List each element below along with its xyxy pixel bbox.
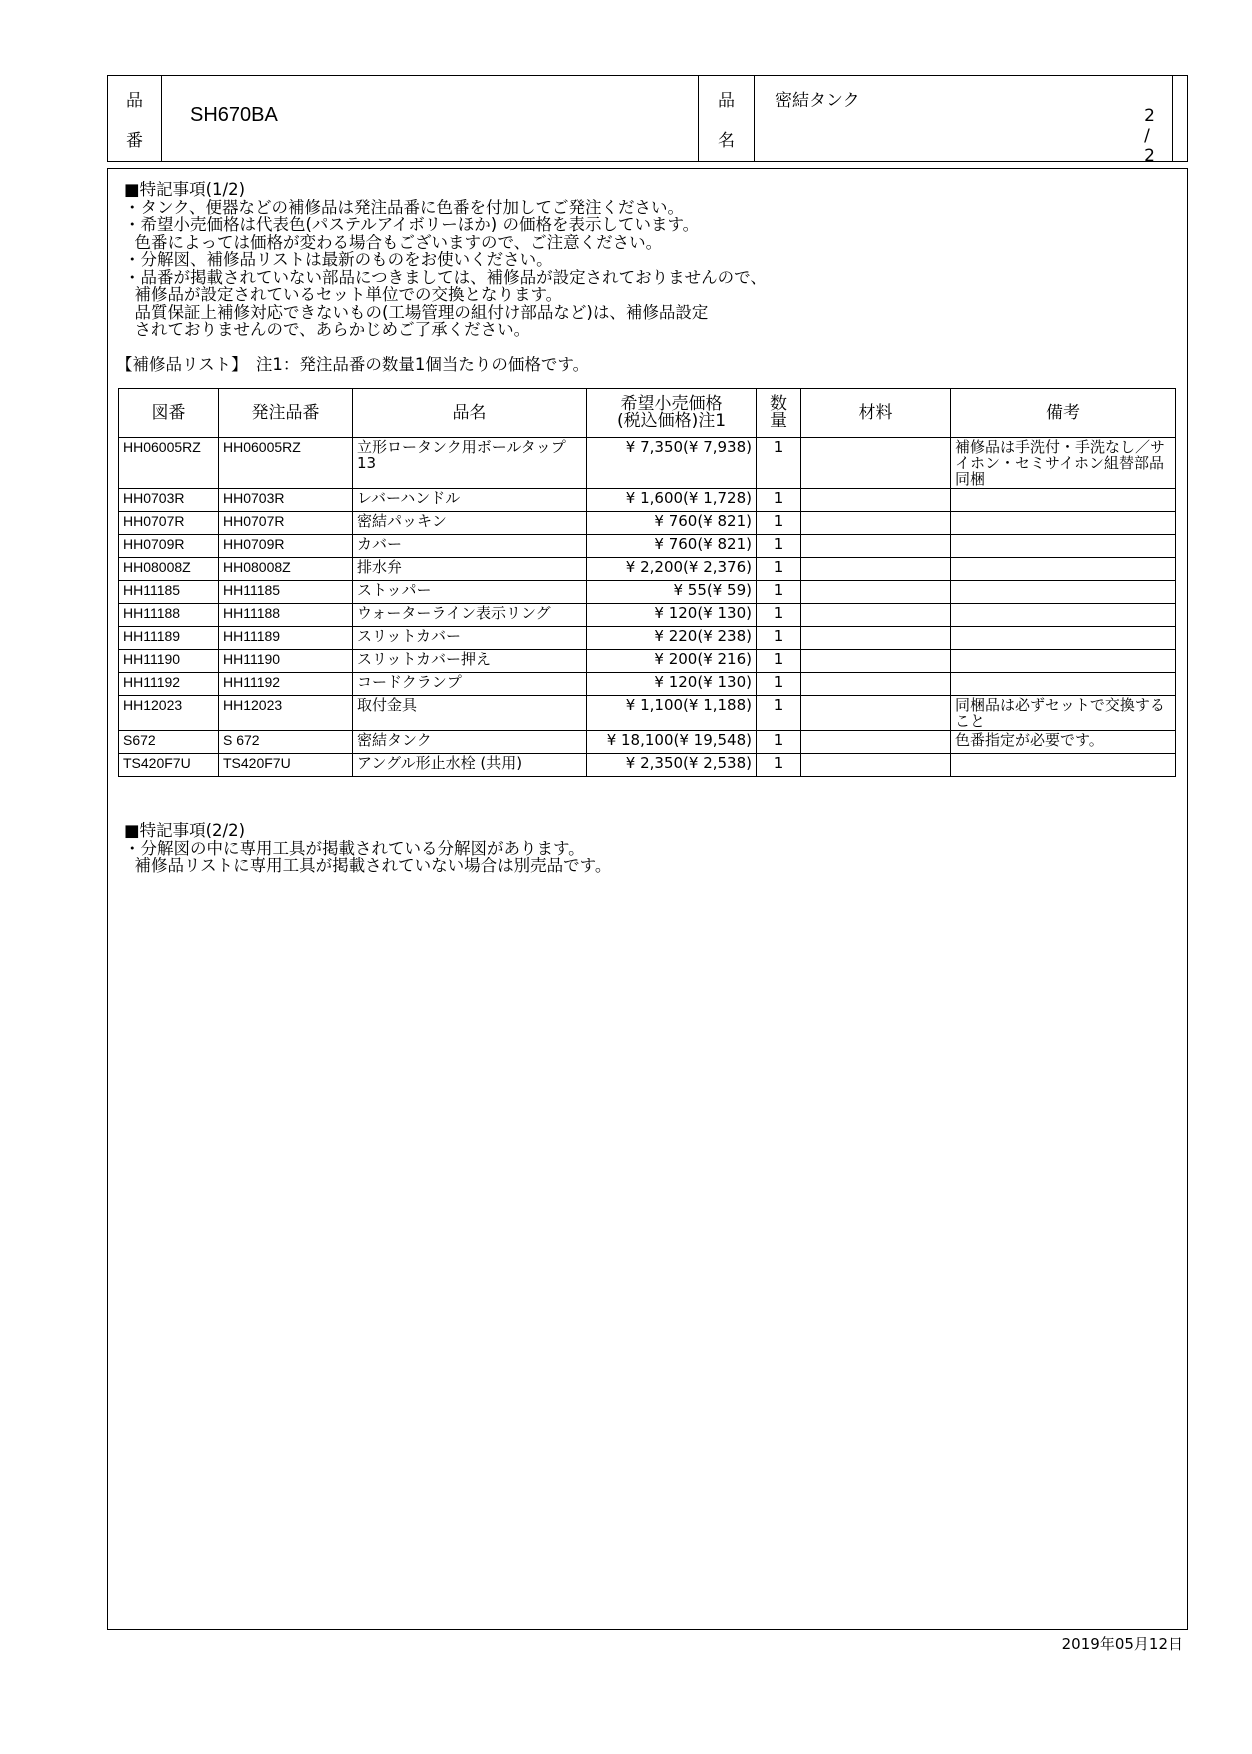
- cell-qty: 1: [757, 673, 801, 696]
- cell-name: カバー: [353, 535, 587, 558]
- notes-section-2: [124, 822, 611, 875]
- model-cell: [162, 76, 699, 161]
- product-name: 密結タンク: [775, 91, 860, 111]
- cell-remarks: [951, 754, 1176, 777]
- note-line: ・分解図、補修品リストは最新のものをお使いください。: [124, 250, 553, 269]
- note-line: 補修品リストに専用工具が掲載されていない場合は別売品です。: [124, 856, 612, 875]
- cell-fig: HH0703R: [119, 489, 219, 512]
- notes-title: ■特記事項(1/2): [124, 180, 246, 199]
- cell-qty: 1: [757, 558, 801, 581]
- note-line: ・分解図の中に専用工具が掲載されている分解図があります。: [124, 838, 585, 858]
- page-cell: [1144, 76, 1187, 166]
- notes-title: ■特記事項(2/2): [124, 821, 246, 840]
- cell-price: ¥ 2,350(¥ 2,538): [587, 754, 757, 777]
- notes-section-1: [124, 181, 767, 339]
- list-heading: 【補修品リスト】 注1：発注品番の数量1個当たりの価格です。: [116, 355, 590, 374]
- table-row: [119, 696, 1176, 731]
- cell-price: ¥ 18,100(¥ 19,548): [587, 731, 757, 754]
- cell-material: [801, 650, 951, 673]
- table-row: [119, 604, 1176, 627]
- cell-fig: HH11192: [119, 673, 219, 696]
- cell-qty: 1: [757, 512, 801, 535]
- cell-name: 立形ロータンク用ボールタップ13: [353, 438, 587, 489]
- col-fig: 図番: [119, 389, 219, 438]
- cell-qty: 1: [757, 650, 801, 673]
- cell-price: ¥ 200(¥ 216): [587, 650, 757, 673]
- cell-remarks: [951, 489, 1176, 512]
- col-material: 材料: [801, 389, 951, 438]
- cell-name: スリットカバー押え: [353, 650, 587, 673]
- cell-name: 密結タンク: [353, 731, 587, 754]
- cell-remarks: 色番指定が必要です。: [951, 731, 1176, 754]
- cell-remarks: [951, 604, 1176, 627]
- col-price-l1: 希望小売価格: [620, 394, 723, 414]
- header-label-cell-1: [108, 76, 162, 161]
- cell-order: HH11185: [219, 581, 353, 604]
- cell-remarks: [951, 627, 1176, 650]
- cell-price: ¥ 2,200(¥ 2,376): [587, 558, 757, 581]
- cell-material: [801, 754, 951, 777]
- page-number: 2 / 2: [1144, 106, 1157, 166]
- cell-remarks: [951, 581, 1176, 604]
- cell-material: [801, 438, 951, 489]
- cell-order: HH08008Z: [219, 558, 353, 581]
- cell-name: ウォーターライン表示リング: [353, 604, 587, 627]
- cell-name: ストッパー: [353, 581, 587, 604]
- table-row: [119, 489, 1176, 512]
- table-row: [119, 438, 1176, 489]
- cell-name: レバーハンドル: [353, 489, 587, 512]
- cell-price: ¥ 7,350(¥ 7,938): [587, 438, 757, 489]
- document-date: 2019年05月12日: [1061, 1635, 1183, 1653]
- cell-name: 取付金具: [353, 696, 587, 731]
- cell-fig: HH0709R: [119, 535, 219, 558]
- col-qty-l2: 量: [770, 411, 787, 431]
- cell-price: ¥ 120(¥ 130): [587, 604, 757, 627]
- cell-fig: HH06005RZ: [119, 438, 219, 489]
- col-price: [587, 389, 757, 438]
- cell-material: [801, 489, 951, 512]
- header-label-cell-2: [699, 76, 755, 161]
- cell-name: 密結パッキン: [353, 512, 587, 535]
- cell-fig: HH08008Z: [119, 558, 219, 581]
- col-remarks: 備考: [951, 389, 1176, 438]
- cell-fig: TS420F7U: [119, 754, 219, 777]
- cell-order: HH11189: [219, 627, 353, 650]
- cell-order: HH11188: [219, 604, 353, 627]
- cell-material: [801, 558, 951, 581]
- cell-price: ¥ 760(¥ 821): [587, 535, 757, 558]
- cell-order: HH06005RZ: [219, 438, 353, 489]
- note-line: 色番によっては価格が変わる場合もございますので、ご注意ください。: [124, 232, 663, 252]
- table-row: [119, 581, 1176, 604]
- label-hin: 品: [126, 91, 143, 111]
- cell-qty: 1: [757, 604, 801, 627]
- table-row: [119, 535, 1176, 558]
- table-row: [119, 673, 1176, 696]
- table-header-row: [119, 389, 1176, 438]
- cell-order: TS420F7U: [219, 754, 353, 777]
- label-mei: 名: [718, 131, 735, 151]
- note-line: ・タンク、便器などの補修品は発注品番に色番を付加してご発注ください。: [124, 197, 685, 217]
- cell-remarks: [951, 512, 1176, 535]
- table-body: [119, 438, 1176, 777]
- cell-qty: 1: [757, 754, 801, 777]
- table-row: [119, 754, 1176, 777]
- label-ban: 番: [126, 131, 143, 151]
- cell-remarks: [951, 673, 1176, 696]
- cell-material: [801, 512, 951, 535]
- note-line: ・希望小売価格は代表色(パステルアイボリーほか) の価格を表示しています。: [124, 215, 700, 234]
- label-hin-2: 品: [718, 91, 735, 111]
- cell-name: スリットカバー: [353, 627, 587, 650]
- table-row: [119, 731, 1176, 754]
- cell-price: ¥ 120(¥ 130): [587, 673, 757, 696]
- cell-order: HH0707R: [219, 512, 353, 535]
- col-order: 発注品番: [219, 389, 353, 438]
- cell-fig: HH11189: [119, 627, 219, 650]
- cell-order: HH11190: [219, 650, 353, 673]
- cell-material: [801, 673, 951, 696]
- cell-name: 排水弁: [353, 558, 587, 581]
- parts-table: [118, 388, 1176, 777]
- cell-price: ¥ 760(¥ 821): [587, 512, 757, 535]
- product-name-cell: [755, 76, 1173, 161]
- cell-order: HH12023: [219, 696, 353, 731]
- cell-order: S 672: [219, 731, 353, 754]
- table-row: [119, 558, 1176, 581]
- col-price-l2: (税込価格)注1: [616, 411, 727, 431]
- table-row: [119, 650, 1176, 673]
- note-line: ・品番が掲載されていない部品につきましては、補修品が設定されておりませんので、: [124, 267, 767, 287]
- cell-order: HH0703R: [219, 489, 353, 512]
- cell-fig: HH11185: [119, 581, 219, 604]
- cell-price: ¥ 1,100(¥ 1,188): [587, 696, 757, 731]
- cell-material: [801, 696, 951, 731]
- cell-qty: 1: [757, 696, 801, 731]
- note-line: 補修品が設定されているセット単位での交換となります。: [124, 285, 563, 304]
- cell-fig: HH11190: [119, 650, 219, 673]
- cell-qty: 1: [757, 489, 801, 512]
- col-qty-l1: 数: [770, 394, 787, 414]
- table-row: [119, 512, 1176, 535]
- cell-order: HH11192: [219, 673, 353, 696]
- note-line: されておりませんので、あらかじめご了承ください。: [124, 320, 531, 339]
- col-qty: [757, 389, 801, 438]
- cell-remarks: [951, 535, 1176, 558]
- cell-material: [801, 535, 951, 558]
- cell-material: [801, 581, 951, 604]
- note-line: 品質保証上補修対応できないもの(工場管理の組付け部品など)は、補修品設定: [124, 302, 709, 322]
- table-row: [119, 627, 1176, 650]
- model-number: SH670BA: [190, 104, 278, 126]
- cell-remarks: [951, 650, 1176, 673]
- cell-fig: HH11188: [119, 604, 219, 627]
- cell-fig: HH12023: [119, 696, 219, 731]
- cell-qty: 1: [757, 731, 801, 754]
- cell-fig: S672: [119, 731, 219, 754]
- cell-price: ¥ 55(¥ 59): [587, 581, 757, 604]
- header-box: [107, 75, 1188, 166]
- cell-remarks: 同梱品は必ずセットで交換すること: [951, 696, 1176, 731]
- cell-qty: 1: [757, 535, 801, 558]
- cell-material: [801, 627, 951, 650]
- cell-order: HH0709R: [219, 535, 353, 558]
- cell-qty: 1: [757, 627, 801, 650]
- cell-qty: 1: [757, 438, 801, 489]
- cell-remarks: [951, 558, 1176, 581]
- cell-qty: 1: [757, 581, 801, 604]
- cell-price: ¥ 1,600(¥ 1,728): [587, 489, 757, 512]
- cell-material: [801, 731, 951, 754]
- cell-name: アングル形止水栓 (共用): [353, 754, 587, 777]
- cell-price: ¥ 220(¥ 238): [587, 627, 757, 650]
- cell-remarks: 補修品は手洗付・手洗なし／サイホン・セミサイホン組替部品同梱: [951, 438, 1176, 489]
- cell-name: コードクランプ: [353, 673, 587, 696]
- col-name: 品名: [353, 389, 587, 438]
- cell-fig: HH0707R: [119, 512, 219, 535]
- cell-material: [801, 604, 951, 627]
